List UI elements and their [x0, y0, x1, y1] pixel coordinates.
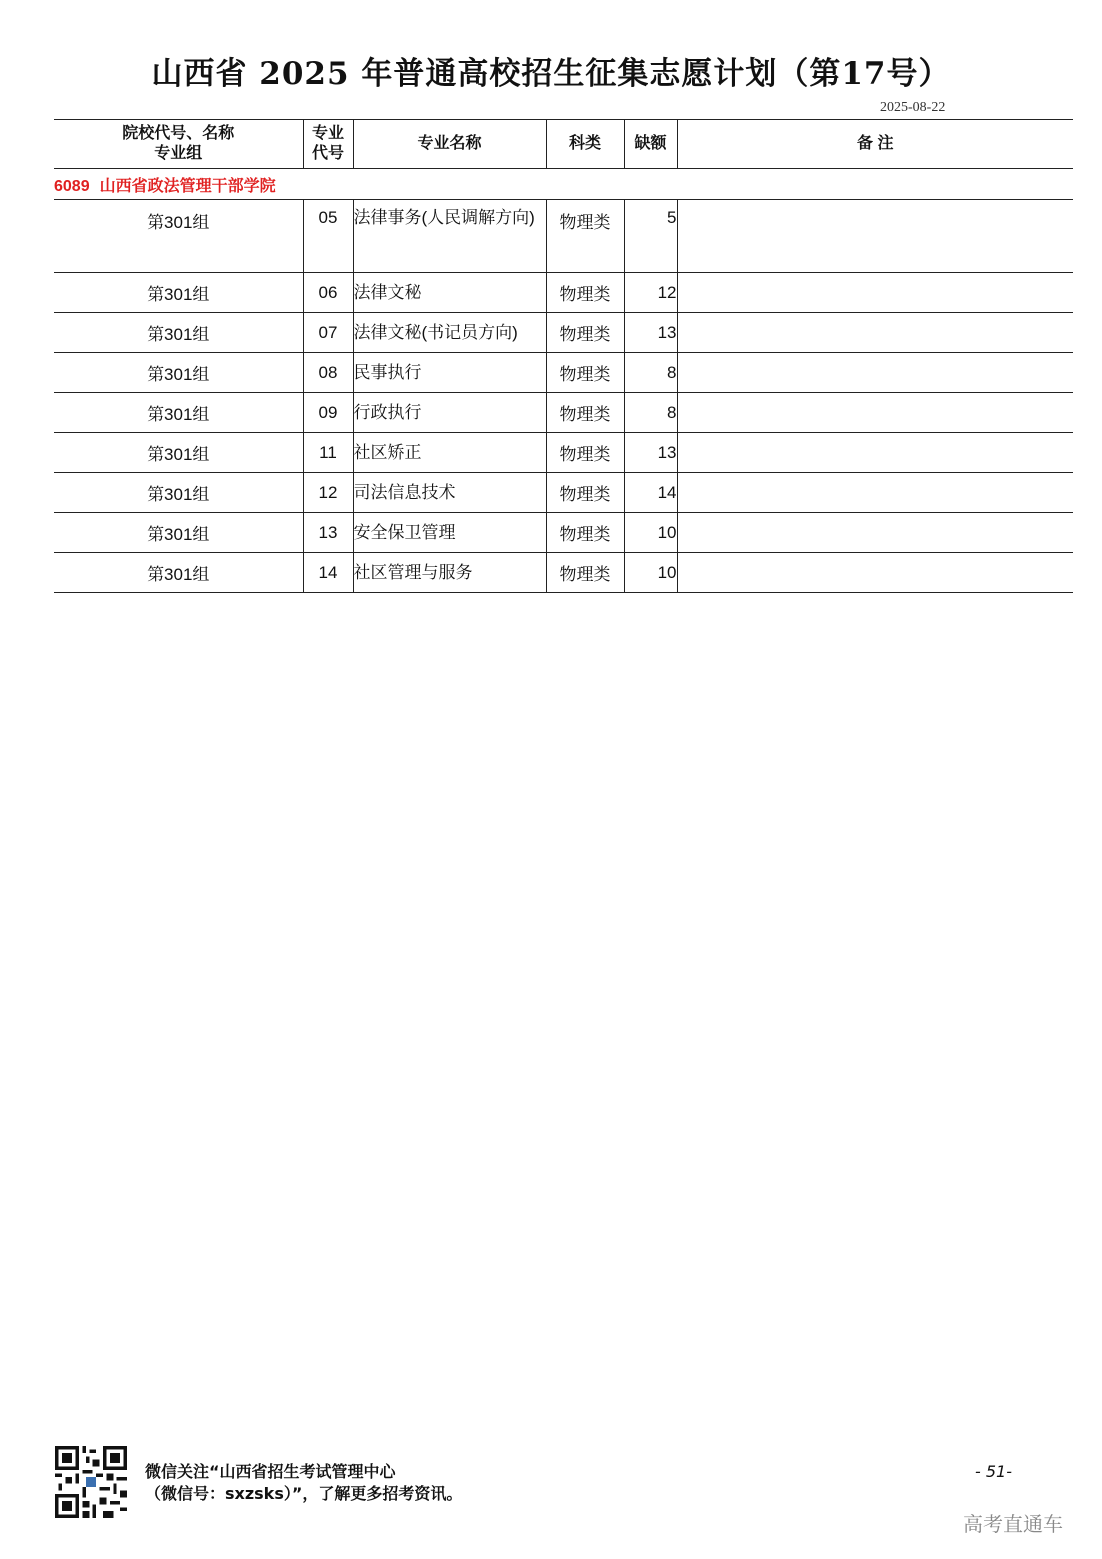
- table-row: [54, 553, 1073, 593]
- subject-cell: 物理类: [546, 200, 624, 273]
- group-cell: 第301组: [54, 353, 303, 393]
- footer-line1: 微信关注“山西省招生考试管理中心: [145, 1462, 396, 1481]
- table-header-row: [54, 120, 1073, 169]
- code-cell: 07: [303, 313, 353, 353]
- header-subject: 科类: [546, 120, 624, 169]
- header-code: [303, 120, 353, 169]
- code-cell: 06: [303, 273, 353, 313]
- remark-cell: [677, 393, 1073, 433]
- publish-date: 2025-08-22: [880, 100, 946, 115]
- group-cell: 第301组: [54, 433, 303, 473]
- quota-cell: 10: [624, 513, 677, 553]
- school-row: [54, 169, 1073, 200]
- code-cell: 14: [303, 553, 353, 593]
- major-name-cell: 法律文秘(书记员方向): [353, 313, 546, 353]
- remark-cell: [677, 353, 1073, 393]
- group-cell: 第301组: [54, 513, 303, 553]
- remark-cell: [677, 473, 1073, 513]
- group-cell: 第301组: [54, 273, 303, 313]
- quota-cell: 5: [624, 200, 677, 273]
- subject-cell: 物理类: [546, 313, 624, 353]
- quota-cell: 14: [624, 473, 677, 513]
- school-name: 山西省政法管理干部学院: [99, 177, 276, 195]
- header-name: 专业名称: [353, 120, 546, 169]
- group-cell: 第301组: [54, 553, 303, 593]
- subject-cell: 物理类: [546, 553, 624, 593]
- remark-cell: [677, 200, 1073, 273]
- quota-cell: 8: [624, 353, 677, 393]
- quota-cell: 13: [624, 313, 677, 353]
- footer-line2: （微信号：sxzsks）”，了解更多招考资讯。: [145, 1484, 463, 1503]
- group-cell: 第301组: [54, 473, 303, 513]
- quota-cell: 10: [624, 553, 677, 593]
- major-name-cell: 法律文秘: [353, 273, 546, 313]
- code-cell: 09: [303, 393, 353, 433]
- header-school: [54, 120, 303, 169]
- group-cell: 第301组: [54, 393, 303, 433]
- major-name-cell: 司法信息技术: [353, 473, 546, 513]
- school-cell: [54, 169, 1073, 200]
- table-row: [54, 200, 1073, 273]
- quota-cell: 13: [624, 433, 677, 473]
- group-cell: 第301组: [54, 313, 303, 353]
- subject-cell: 物理类: [546, 393, 624, 433]
- page-title: 山西省 2025 年普通高校招生征集志愿计划（第17号）: [151, 56, 951, 92]
- code-cell: 13: [303, 513, 353, 553]
- remark-cell: [677, 553, 1073, 593]
- table-row: [54, 273, 1073, 313]
- remark-cell: [677, 433, 1073, 473]
- footer-text: [145, 1461, 462, 1505]
- major-name-cell: 社区管理与服务: [353, 553, 546, 593]
- quota-cell: 12: [624, 273, 677, 313]
- major-name-cell: 社区矫正: [353, 433, 546, 473]
- subject-cell: 物理类: [546, 273, 624, 313]
- major-name-cell: 法律事务(人民调解方向): [353, 200, 546, 273]
- header-code-line2: 代号: [311, 145, 344, 162]
- page-number: - 51-: [975, 1462, 1012, 1481]
- table-row: [54, 513, 1073, 553]
- header-quota: 缺额: [624, 120, 677, 169]
- table-row: [54, 313, 1073, 353]
- remark-cell: [677, 273, 1073, 313]
- school-code: 6089: [54, 177, 90, 195]
- table-row: [54, 433, 1073, 473]
- code-cell: 12: [303, 473, 353, 513]
- remark-cell: [677, 513, 1073, 553]
- plan-table: [54, 119, 1073, 593]
- subject-cell: 物理类: [546, 353, 624, 393]
- header-school-line1: 院校代号、名称: [122, 125, 235, 142]
- table-row: [54, 353, 1073, 393]
- code-cell: 11: [303, 433, 353, 473]
- major-name-cell: 民事执行: [353, 353, 546, 393]
- group-cell: 第301组: [54, 200, 303, 273]
- qr-code-icon: [55, 1446, 127, 1518]
- quota-cell: 8: [624, 393, 677, 433]
- major-name-cell: 安全保卫管理: [353, 513, 546, 553]
- header-remark: 备 注: [677, 120, 1073, 169]
- remark-cell: [677, 313, 1073, 353]
- table-row: [54, 393, 1073, 433]
- major-name-cell: 行政执行: [353, 393, 546, 433]
- header-code-line1: 专业: [311, 125, 344, 142]
- code-cell: 08: [303, 353, 353, 393]
- header-school-line2: 专业组: [154, 145, 203, 162]
- subject-cell: 物理类: [546, 513, 624, 553]
- table-row: [54, 473, 1073, 513]
- subject-cell: 物理类: [546, 433, 624, 473]
- subject-cell: 物理类: [546, 473, 624, 513]
- code-cell: 05: [303, 200, 353, 273]
- watermark: 高考直通车: [963, 1512, 1063, 1536]
